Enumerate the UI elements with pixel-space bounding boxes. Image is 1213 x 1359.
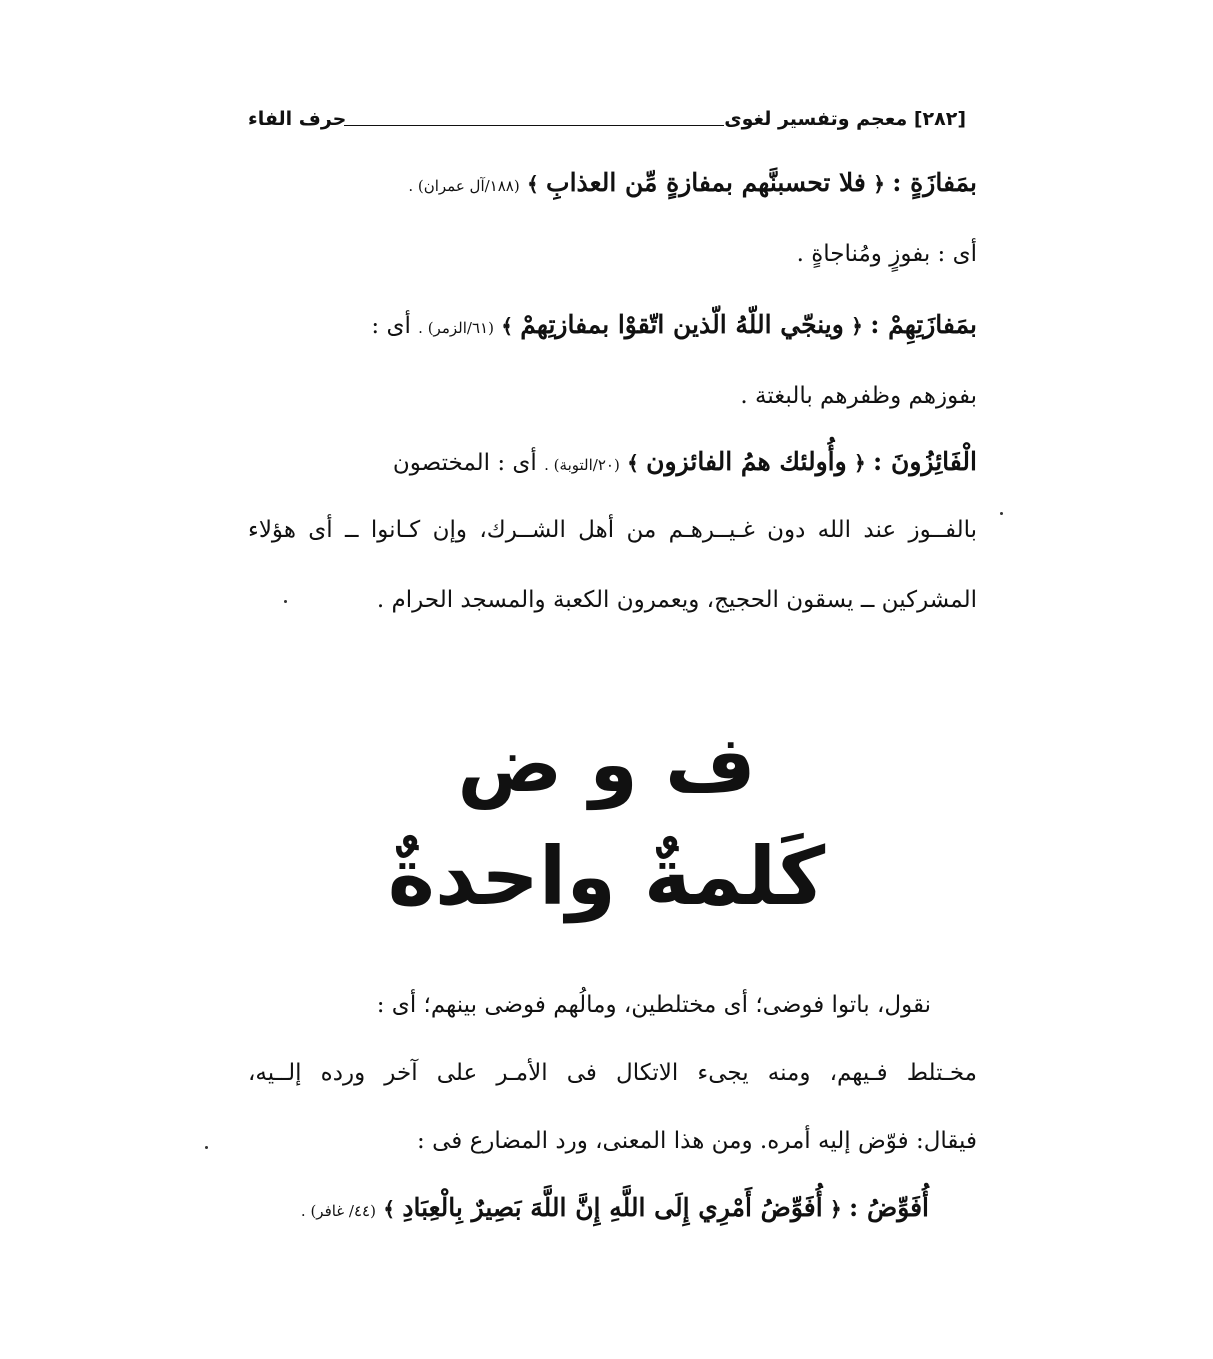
- verse-reference: (٤٤/ غافر) .: [300, 1202, 376, 1220]
- quran-verse: وأُولئك همُ الفائزون: [646, 447, 847, 476]
- entry-2-line: [371, 305, 977, 348]
- body-line-1: نقول، باتوا فوضى؛ أى مختلطين، ومالُهم فوضى بينهم؛ أى :: [376, 992, 931, 1018]
- gloss-inline: أى : المختصون: [392, 450, 537, 476]
- verse-reference: (١٨٨/آل عمران) .: [408, 177, 520, 195]
- entry-term: أُفَوِّضُ :: [849, 1193, 929, 1222]
- entry-2-gloss: [740, 376, 977, 416]
- ornament-close: ﴾: [527, 172, 539, 196]
- running-header: [248, 108, 966, 144]
- gloss-text: أى : بفوزٍ ومُناجاةٍ .: [796, 241, 977, 267]
- entry-3-line: [393, 442, 977, 485]
- entry-term: بمَفازَتِهِمْ :: [870, 310, 977, 339]
- scan-speck: [205, 1146, 208, 1149]
- quran-verse: أُفَوِّضُ أَمْرِي إِلَى اللَّهِ إِنَّ اللَّهَ بَصِيرٌ بِالْعِبَادِ: [402, 1193, 823, 1222]
- scan-speck: [1000, 512, 1003, 515]
- ornament-open: ﴿: [851, 314, 863, 338]
- ornament-open: ﴿: [854, 451, 866, 475]
- scan-speck: [284, 600, 287, 603]
- ornament-close: ﴾: [383, 1197, 395, 1221]
- entry-term: الْفَائِزُونَ :: [873, 447, 977, 476]
- verse-reference: (٢٠/التوبة) .: [544, 456, 620, 474]
- header-section: حرف الفاء: [248, 108, 347, 130]
- gloss-text: بفوزهم وظفرهم بالبغتة .: [740, 383, 977, 409]
- gloss-inline: أى :: [371, 313, 411, 339]
- ornament-close: ﴾: [501, 314, 513, 338]
- quran-verse: وينجّي اللّهُ الّذين اتّقوْا بمفازتِهمْ: [520, 310, 844, 339]
- ornament-open: ﴿: [830, 1197, 842, 1221]
- root-subtitle: كَلمةٌ واحدةٌ: [387, 830, 826, 923]
- verse-reference: (٦١/الزمر) .: [418, 319, 494, 337]
- ornament-open: ﴿: [873, 172, 885, 196]
- root-letters: ف و ض: [457, 720, 756, 810]
- header-rule: [344, 125, 724, 126]
- final-entry-line: [301, 1188, 929, 1231]
- entry-1-line: [408, 163, 977, 206]
- entry-term: بمَفازَةٍ :: [892, 168, 977, 197]
- entry-3-gloss-1: بالفــوز عند الله دون غـيــرهـم من أهل الشــرك، وإن كـانوا ــ أى هؤلاء: [248, 517, 977, 543]
- body-line-2: مخـتلط فـيهم، ومنه يجىء الاتكال فى الأمـر على آخر ورده إلــيه،: [248, 1060, 977, 1086]
- entry-1-gloss: [797, 234, 977, 274]
- header-page-title: [٢٨٢] معجم وتفسير لغوى: [724, 108, 966, 130]
- quran-verse: فلا تحسبنَّهم بمفازةٍ مِّن العذابِ: [546, 168, 866, 197]
- entry-3-gloss-2: المشركين ــ يسقون الحجيج، ويعمرون الكعبة والمسجد الحرام .: [376, 587, 977, 613]
- body-line-3: فيقال: فوّض إليه أمره. ومن هذا المعنى، ورد المضارع فى :: [417, 1128, 977, 1154]
- ornament-close: ﴾: [627, 451, 639, 475]
